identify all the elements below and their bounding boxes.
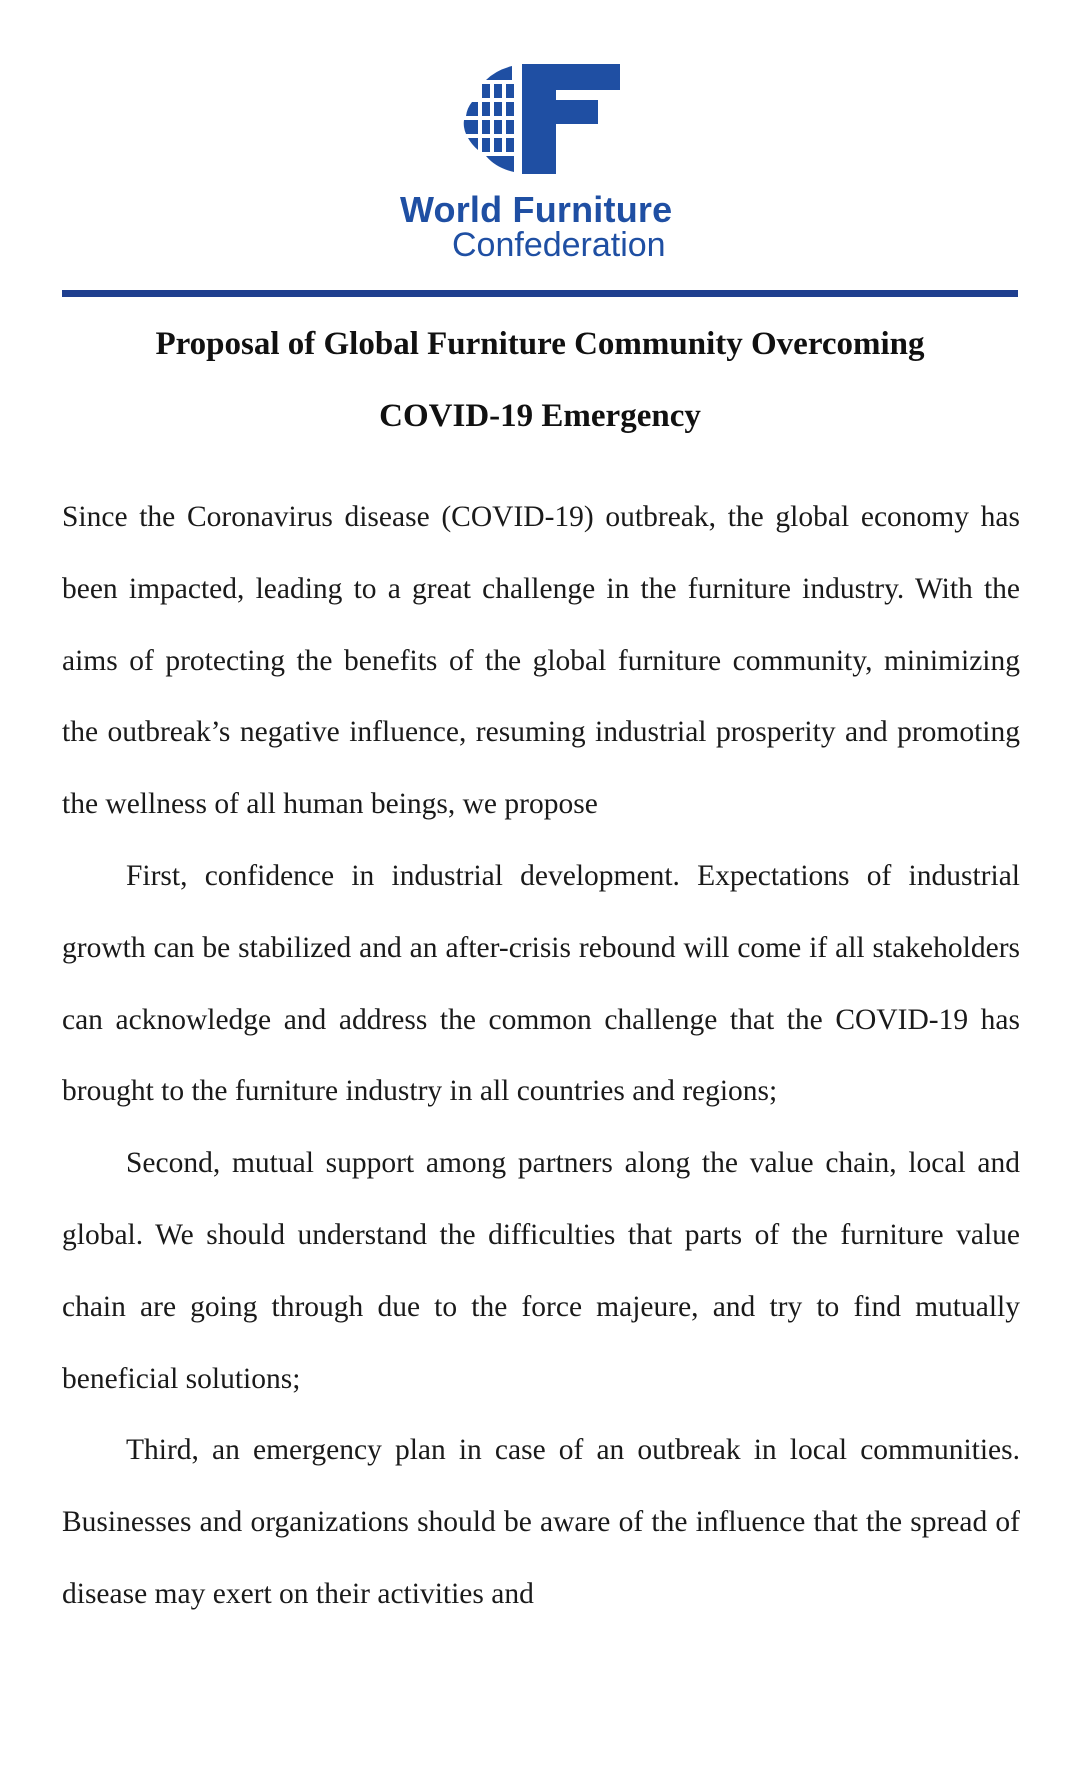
document-body [62,482,1020,1631]
globe-f-logo-icon [452,64,622,184]
title-line-1: Proposal of Global Furniture Community Overcoming [155,326,925,362]
paragraph-second-point: Second, mutual support among partners along the value chain, local and global. We should understand the difficulties that parts of the furniture value chain are going through due to the force majeure, and try to find mutually beneficial solutions; [62,1147,1020,1395]
org-name-line1: World Furniture [400,189,673,230]
paragraph-first-point: First, confidence in industrial development. Expectations of industrial growth can be stabilized and an after-crisis rebound will come if all stakeholders can acknowledge and address the common challenge that the COVID-19 has brought to the furniture industry in all countries and regions; [62,859,1020,1108]
org-name-line2: Confederation [452,226,666,264]
paragraph-third-point: Third, an emergency plan in case of an outbreak in local communities. Businesses and organizations should be aware of the influence that the spread of disease may exert on their activities and [62,1434,1020,1610]
document-title [62,308,1018,452]
title-line-2: COVID-19 Emergency [379,398,701,434]
intro-paragraph: Since the Coronavirus disease (COVID-19) outbreak, the global economy has been impacted, leading to a great challenge in the furniture industry. With the aims of protecting the benefits of the global furniture community, minimizing the outbreak’s negative influence, resuming industrial prosperity and promoting the wellness of all human beings, we propose [62,501,1020,821]
header-divider [62,290,1018,297]
letterhead [0,0,1080,300]
